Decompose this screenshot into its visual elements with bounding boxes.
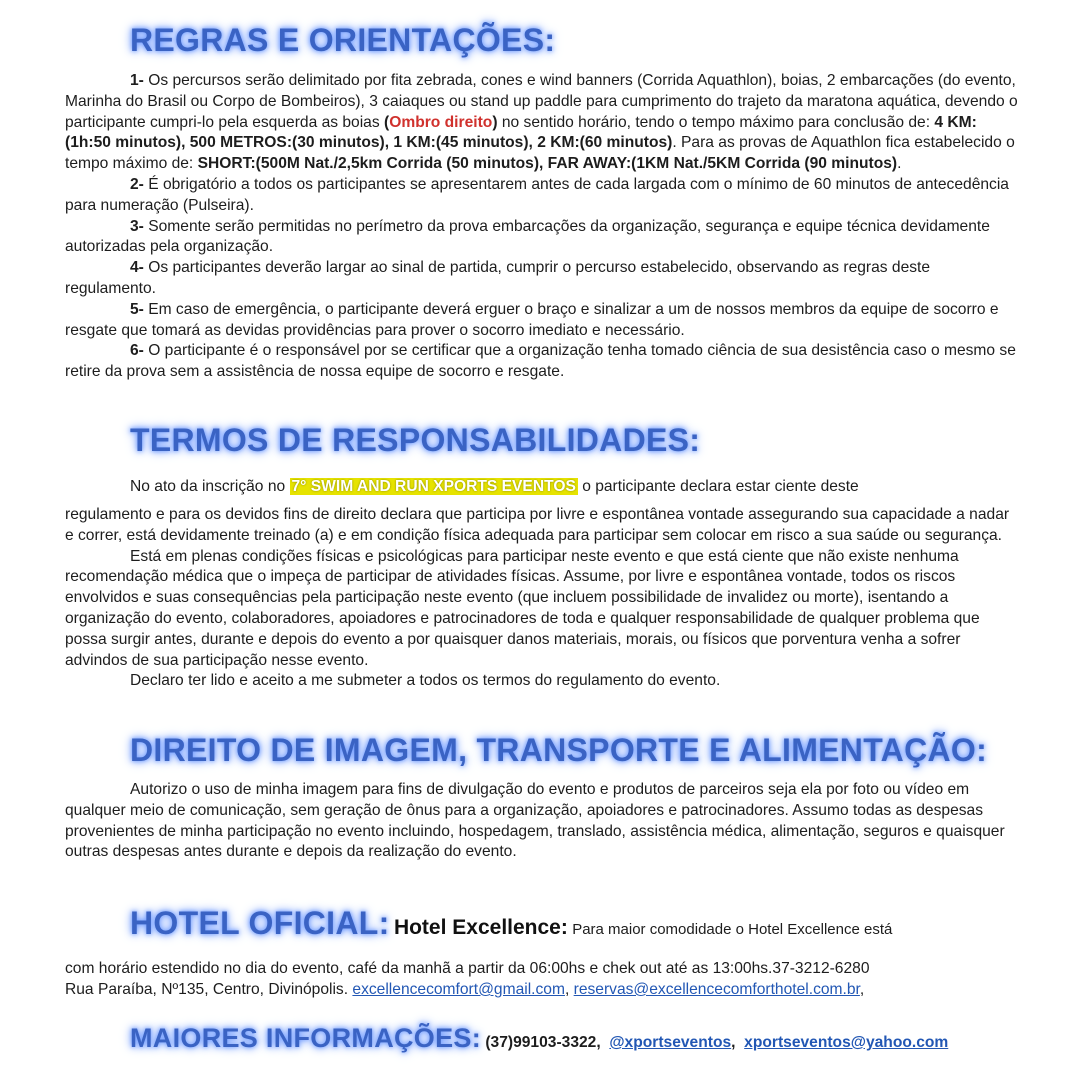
regras-item-5: 5- Em caso de emergência, o participante deverá erguer o braço e sinalizar a um de nossos membros da equipe de socorro e resgate que tomará as devidas providências para prover o socorro imediato e necessário. <box>65 300 999 339</box>
direito-body <box>65 780 1020 863</box>
hotel-tail: Para maior comodidade o Hotel Excellence está <box>572 921 893 938</box>
section-heading-direito: DIREITO DE IMAGEM, TRANSPORTE E ALIMENTAÇÃO: <box>130 732 988 768</box>
regras-item-2: 2- É obrigatório a todos os participantes se apresentarem antes de cada largada com o mínimo de 60 minutos de antecedência para numeração (Pulseira). <box>65 175 1009 214</box>
hotel-name: Hotel Excellence: <box>393 916 568 939</box>
event-name-highlight: 7° SWIM AND RUN XPORTS EVENTOS <box>291 478 576 495</box>
regras-item-1: 1- Os percursos serão delimitado por fita zebrada, cones e wind banners (Corrida Aquathlon), boias, 2 embarcações (do evento, Marinha do Brasil ou Corpo de Bombeiros), 3 caiaques ou stand up paddle para cumprimento do trajeto da maratona aquática, devendo o participante cumpri-lo pela esquerda as boias (Ombro direito) no sentido horário, tendo o tempo máximo para conclusão de: 4 KM:(1h:50 minutos), 500 METROS:(30 minutos), 1 KM:(45 minutos), 2 KM:(60 minutos). Para as provas de Aquathlon fica estabelecido o tempo máximo de: SHORT:(500M Nat./2,5km Corrida (50 minutos), FAR AWAY:(1KM Nat./5KM Corrida (90 minutos). <box>65 72 1018 173</box>
hotel-hours-line: com horário estendido no dia do evento, café da manhã a partir da 06:00hs e chek out até as 13:00hs.37-3212-6280 <box>65 960 870 977</box>
section-heading-info: MAIORES INFORMAÇÕES: <box>130 1023 482 1053</box>
hotel-email-link-2[interactable]: reservas@excellencecomforthotel.com.br <box>573 981 860 998</box>
info-phone: (37)99103-3322, <box>485 1034 601 1051</box>
termos-paragraph-3: Declaro ter lido e aceito a me submeter a todos os termos do regulamento do evento. <box>130 672 721 690</box>
termos-paragraph-1: regulamento e para os devidos fins de direito declara que participa por livre e espontânea vontade assegurando sua capacidade a nadar e correr, está devidamente treinado (a) e em condição física adequada para participar sem colocar em risco a sua saúde ou segurança. <box>65 506 1010 544</box>
regras-item-3: 3- Somente serão permitidas no perímetro da prova embarcações da organização, segurança e equipe técnica devidamente autorizadas pela organização. <box>65 217 990 256</box>
item-number: 1- <box>130 72 144 89</box>
regras-body <box>65 71 1020 383</box>
section-heading-hotel: HOTEL OFICIAL: <box>130 905 390 941</box>
termos-intro-line: No ato da inscrição no 7° SWIM AND RUN XPORTS EVENTOS o participante declara estar ciente deste <box>130 478 859 495</box>
info-email-link[interactable]: xportseventos@yahoo.com <box>744 1034 949 1051</box>
info-line: MAIORES INFORMAÇÕES: (37)99103-3322, @xportseventos, xportseventos@yahoo.com <box>130 1023 949 1053</box>
termos-body <box>65 505 1020 692</box>
section-heading-regras: REGRAS E ORIENTAÇÕES: <box>130 22 556 58</box>
direito-paragraph: Autorizo o uso de minha imagem para fins de divulgação do evento e produtos de parceiros seja ela por foto ou vídeo em qualquer meio de comunicação, sem geração de ônus para a organização, apoiadores e patrocinadores. Assumo todas as despesas provenientes de minha participação no evento incluindo, hospedagem, translado, assistência médica, alimentação, seguros e quaisquer outras despesas antes durante e depois da realização do evento. <box>65 781 1005 861</box>
regras-item-6: 6- O participante é o responsável por se certificar que a organização tenha tomado ciência de sua desistência caso o mesmo se retire da prova sem a assistência de nossa equipe de socorro e resgate. <box>65 342 1016 381</box>
hotel-address-line: Rua Paraíba, Nº135, Centro, Divinópolis. excellencecomfort@gmail.com, reservas@excellencecomforthotel.com.br, <box>65 981 865 998</box>
instagram-link[interactable]: @xportseventos <box>609 1034 732 1051</box>
hotel-heading-line <box>130 903 892 950</box>
termos-paragraph-2: Está em plenas condições físicas e psicológicas para participar neste evento e que está ciente que não existe nenhuma recomendação médica que o impeça de participar de atividades físicas. Assume, por livre e espontânea vontade, todos os riscos envolvidos e suas consequências pela participação neste evento (que incluem possibilidade de invalidez ou morte), isentando a organização do evento, colaboradores, apoiadores e patrocinadores de toda e qualquer responsabilidade de qualquer problema que possa surgir antes, durante e depois do evento a por quaisquer danos materiais, morais, ou físicos que porventura venha a sofrer advindos de sua participação nesse evento. <box>65 547 980 669</box>
ombro-direito-label: Ombro direito <box>389 113 493 131</box>
regras-item-4: 4- Os participantes deverão largar ao sinal de partida, cumprir o percurso estabelecido, observando as regras deste regulamento. <box>65 259 931 297</box>
section-heading-termos: TERMOS DE RESPONSABILIDADES: <box>130 422 701 458</box>
hotel-email-link-1[interactable]: excellencecomfort@gmail.com <box>352 981 565 998</box>
